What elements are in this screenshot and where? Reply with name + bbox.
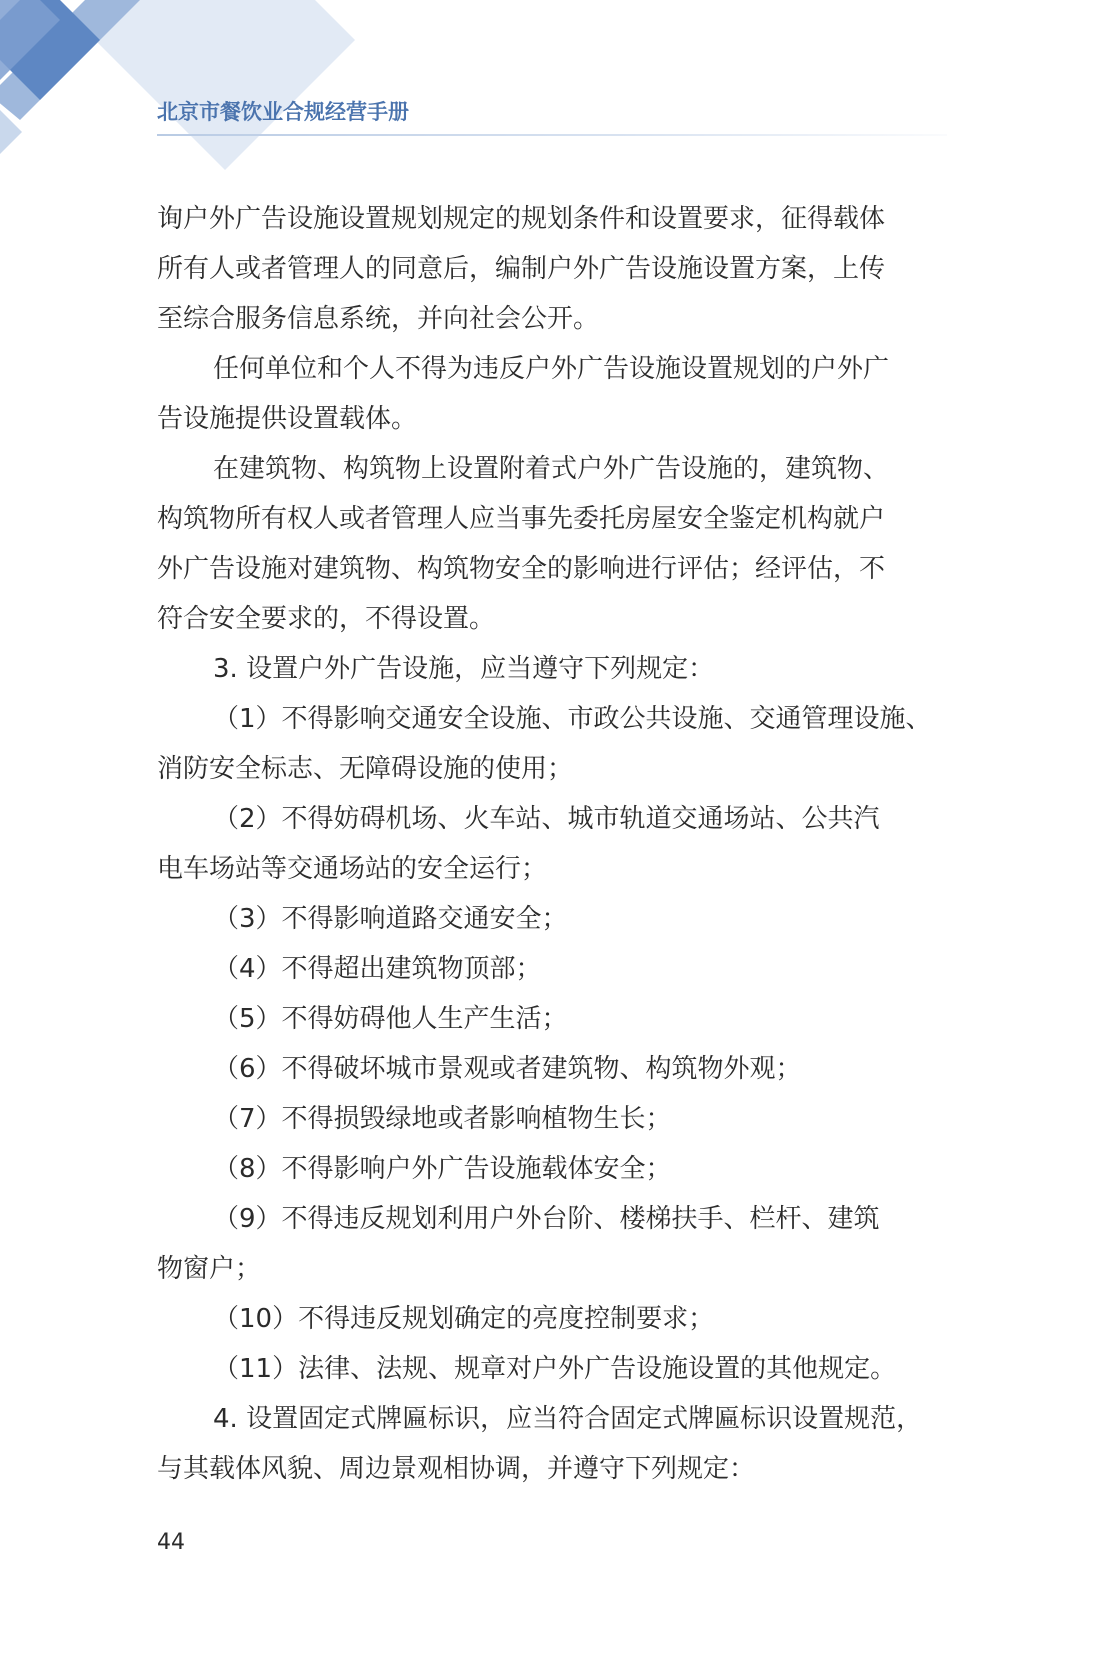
list-item: （9）不得违反规划利用户外台阶、楼梯扶手、栏杆、建筑 [213,1204,880,1234]
text-line: 在建筑物、构筑物上设置附着式户外广告设施的，建筑物、 [213,454,890,484]
text-line: 电车场站等交通场站的安全运行； [157,854,548,884]
page-number: 44 [157,1530,185,1555]
text-line: 询户外广告设施设置规划规定的规划条件和设置要求，征得载体 [157,204,886,234]
text-line: 与其载体风貌、周边景观相协调，并遵守下列规定： [157,1454,756,1484]
list-item: （4）不得超出建筑物顶部； [213,954,542,984]
list-heading: 4. 设置固定式牌匾标识，应当符合固定式牌匾标识设置规范， [213,1404,923,1434]
header-divider [157,134,947,136]
list-item: （3）不得影响道路交通安全； [213,904,568,934]
list-heading: 3. 设置户外广告设施，应当遵守下列规定： [213,654,715,684]
text-line: 至综合服务信息系统，并向社会公开。 [157,304,600,334]
list-item: （11）法律、法规、规章对户外广告设施设置的其他规定。 [213,1354,897,1384]
list-item: （6）不得破坏城市景观或者建筑物、构筑物外观； [213,1054,802,1084]
list-item: （5）不得妨碍他人生产生活； [213,1004,568,1034]
list-item: （2）不得妨碍机场、火车站、城市轨道交通场站、公共汽 [213,804,880,834]
text-line: 任何单位和个人不得为违反户外广告设施设置规划的户外广 [213,354,890,384]
text-line: 构筑物所有权人或者管理人应当事先委托房屋安全鉴定机构就户 [157,504,886,534]
list-item: （10）不得违反规划确定的亮度控制要求； [213,1304,715,1334]
text-line: 符合安全要求的，不得设置。 [157,604,496,634]
corner-decoration [0,0,360,170]
text-line: 外广告设施对建筑物、构筑物安全的影响进行评估；经评估，不 [157,554,886,584]
running-header-title: 北京市餐饮业合规经营手册 [157,100,409,124]
body-text [157,194,947,1494]
list-item: （8）不得影响户外广告设施载体安全； [213,1154,672,1184]
text-line: 所有人或者管理人的同意后，编制户外广告设施设置方案，上传 [157,254,886,284]
text-line: 告设施提供设置载体。 [157,404,418,434]
text-line: 消防安全标志、无障碍设施的使用； [157,754,574,784]
list-item: （1）不得影响交通安全设施、市政公共设施、交通管理设施、 [213,704,932,734]
list-item: （7）不得损毁绿地或者影响植物生长； [213,1104,672,1134]
text-line: 物窗户； [157,1254,262,1284]
